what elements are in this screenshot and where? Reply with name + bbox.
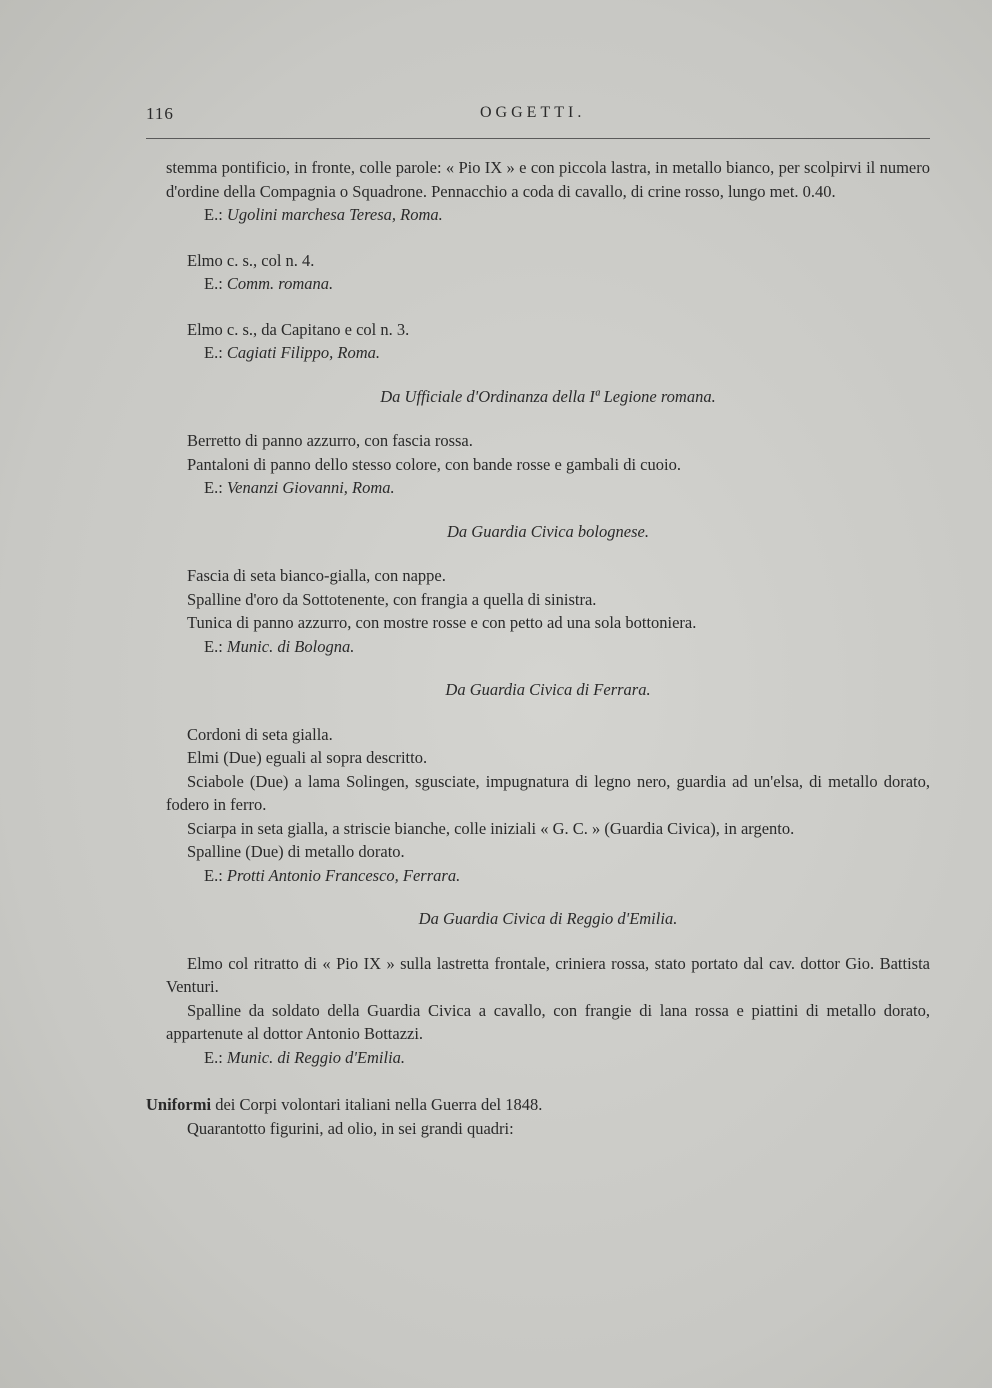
entry-text: dei Corpi volontari italiani nella Guerra del 1848. [211,1095,543,1114]
header-rule [146,138,930,139]
exhibitor-name: Ugolini marchesa Teresa, Roma. [226,205,443,224]
exhibitor-name: Comm. romana. [226,274,334,293]
paragraph: Spalline (Due) di metallo dorato. [187,842,405,861]
exhibitor-line [166,203,930,227]
paragraph: Spalline d'oro da Sottotenente, con frangia a quella di sinistra. [187,589,597,609]
exhibitor-label: E.: [204,343,223,362]
paragraph: Fascia di seta bianco-gialla, con nappe. [187,566,446,585]
exhibitor-label: E.: [204,274,223,293]
exhibitor-line [166,272,930,296]
page-body [146,156,930,1140]
paragraph: Elmo c. s., col n. 4. [187,250,315,270]
section-heading: Da Ufficiale d'Ordinanza della Iª Legione romana. [380,386,716,406]
exhibitor-name: Cagiati Filippo, Roma. [226,343,381,362]
exhibitor-line [166,635,930,659]
exhibitor-label: E.: [204,636,223,656]
exhibitor-name: Venanzi Giovanni, Roma. [226,478,395,497]
paragraph: Elmo c. s., da Capitano e col n. 3. [187,319,410,339]
exhibitor-label: E.: [204,865,223,885]
paragraph: Sciabole (Due) a lama Solingen, sgusciate, impugnatura di legno nero, guardia ad un'elsa, di metallo dorato, fodero in ferro. [166,771,930,814]
section-heading: Da Guardia Civica di Reggio d'Emilia. [418,909,678,928]
exhibitor-label: E.: [204,205,223,224]
paragraph: Sciarpa in seta gialla, a striscie bianche, colle iniziali « G. C. » (Guardia Civica), in argento. [187,818,795,838]
paragraph: Spalline da soldato della Guardia Civica a cavallo, con frangie di lana rossa e piattini di metallo dorato, appartenute al dottor Antonio Bottazzi. [166,1000,930,1043]
paragraph: Pantaloni di panno dello stesso colore, con bande rosse e gambali di cuoio. [187,454,681,474]
exhibitor-line [166,1046,930,1070]
exhibitor-line [166,476,930,500]
exhibitor-name: Munic. di Bologna. [226,636,355,656]
paragraph: Elmi (Due) eguali al sopra descritto. [187,748,428,767]
exhibitor-label: E.: [204,478,223,497]
page-number: 116 [146,104,174,123]
entry-heading [146,1093,930,1117]
section-heading: Da Guardia Civica bolognese. [447,521,649,541]
paragraph: Quarantotto figurini, ad olio, in sei grandi quadri: [187,1118,514,1138]
paragraph: Elmo col ritratto di « Pio IX » sulla lastretta frontale, criniera rossa, stato portato dal cav. dottor Gio. Battista Venturi. [166,953,930,996]
exhibitor-name: Munic. di Reggio d'Emilia. [226,1047,406,1067]
paragraph: Berretto di panno azzurro, con fascia rossa. [187,431,473,450]
page-header [146,104,928,134]
paragraph: Tunica di panno azzurro, con mostre rosse e con petto ad una sola bottoniera. [187,613,697,632]
exhibitor-line [166,341,930,365]
entry-keyword: Uniformi [146,1095,212,1114]
exhibitor-name: Protti Antonio Francesco, Ferrara. [226,865,461,885]
section-heading: Da Guardia Civica di Ferrara. [445,680,651,699]
exhibitor-label: E.: [204,1047,223,1067]
exhibitor-line [166,864,930,888]
running-title: OGGETTI. [480,104,586,121]
paragraph: stemma pontificio, in fronte, colle parole: « Pio IX » e con piccola lastra, in metallo bianco, per scolpirvi il numero d'ordine della Compagnia o Squadrone. Pennacchio a coda di cavallo, di crine rosso, lungo met. 0.40. [166,158,930,201]
paragraph: Cordoni di seta gialla. [187,724,333,744]
